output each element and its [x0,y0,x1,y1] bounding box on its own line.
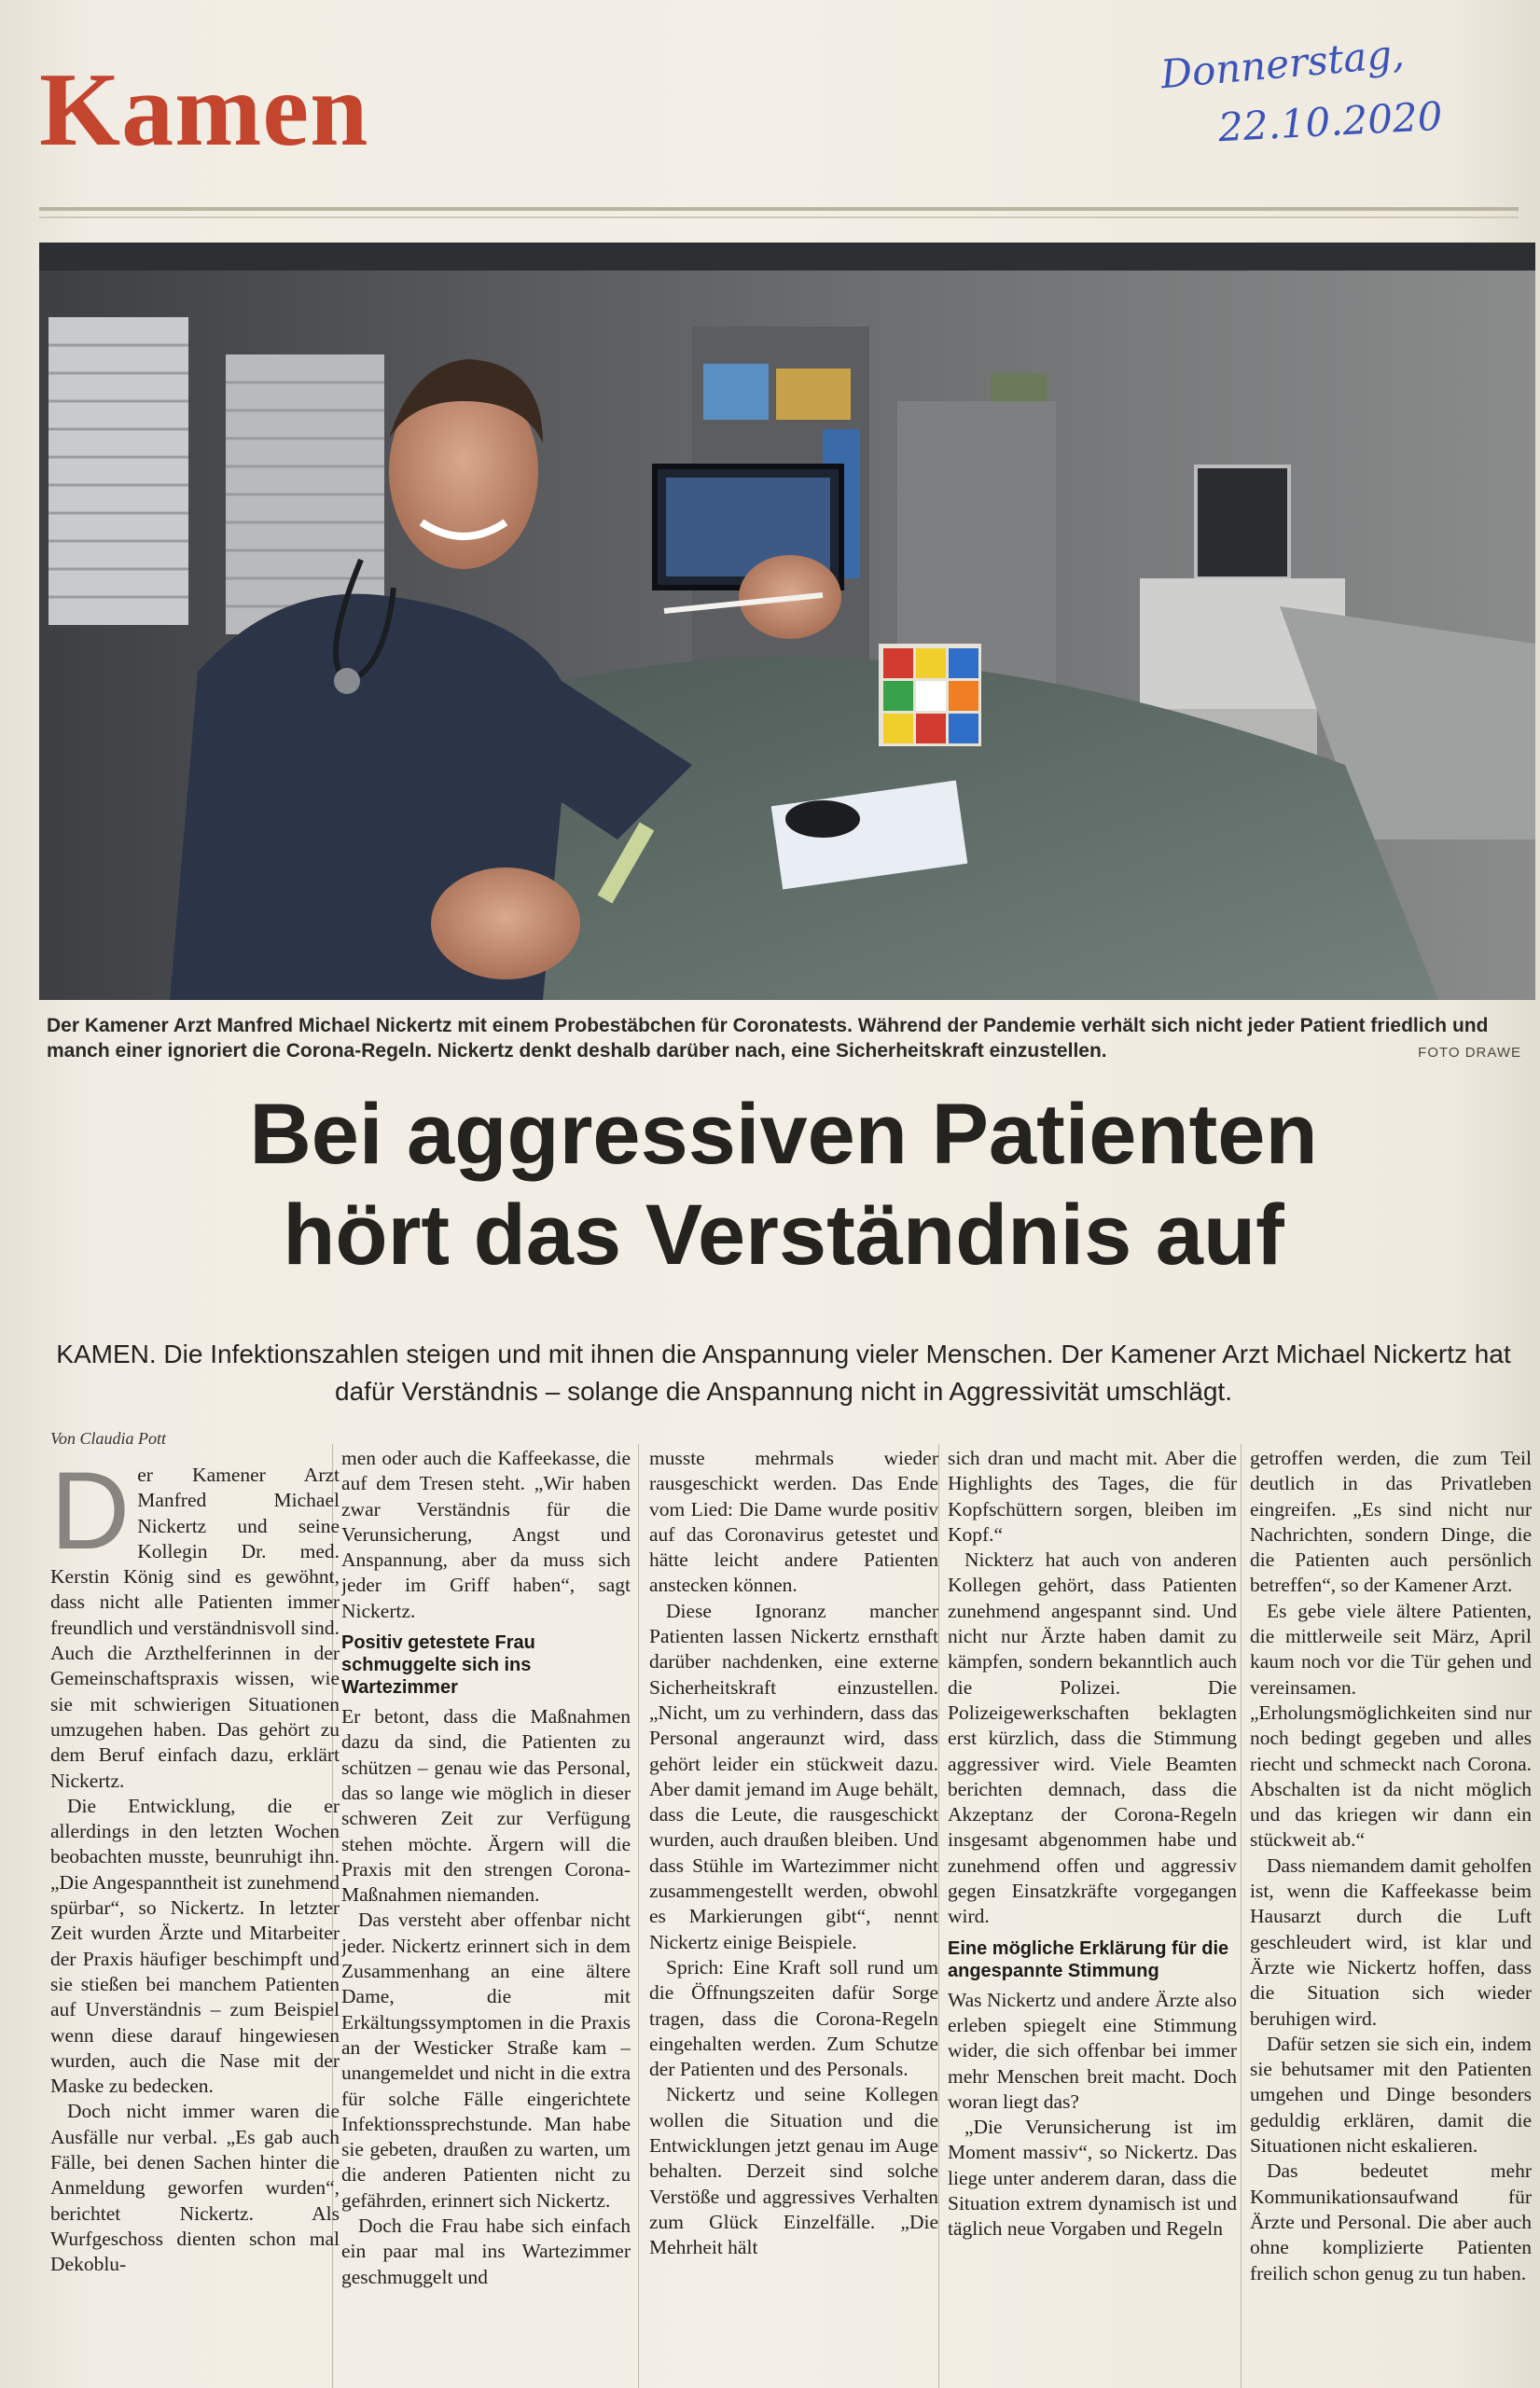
column-rule [938,1444,939,2388]
subheading: Positiv getestete Frau schmuggelte sich ins Wartezimmer [341,1632,535,1699]
headline-line-1: Bei aggressiven Patienten [249,1087,1318,1182]
header-rule-thin [39,216,1519,218]
article-column-2 [341,1446,631,2388]
paragraph: Doch nicht immer waren die Ausfälle nur verbal. „Es gab auch Fälle, bei denen Sachen hinter die Anmeldung geworfen wurden“, berichtet Nickertz. Als Wurfgeschoss dienten schon mal Dekoblu- [50,2100,340,2276]
paragraph: Es gebe viele ältere Patienten, die mittlerweile seit März, April kaum noch vor die Tür gehen und vereinsamen. „Erholungsmöglichkeiten sind nur noch bedingt gegeben und alles riecht und schmeckt nach Corona. Abschalten ist da nicht möglich und das kriegen wir dann ein stückweit ab.“ [1250,1599,1532,1852]
paragraph: Doch die Frau habe sich einfach ein paar mal ins Wartezimmer geschmuggelt und [341,2214,631,2288]
paragraph: Was Nickertz und andere Ärzte also erleben spiegelt eine Stimmung wider, die sich offenbar bei immer mehr Menschen breit macht. Doch woran liegt das? [948,1988,1237,2113]
paragraph: sich dran und macht mit. Aber die Highlights des Tages, die für Kopfschüttern sorgen, bleiben im Kopf.“ [948,1447,1237,1546]
paragraph: musste mehrmals wieder rausgeschickt werden. Das Ende vom Lied: Die Dame wurde positiv auf das Coronavirus getestet und hätte leicht andere Patienten anstecken können. [649,1447,938,1597]
headline [37,1084,1530,1285]
paragraph: getroffen werden, die zum Teil deutlich in das Privatleben eingreifen. „Es sind nicht nur Nachrichten, sondern Dinge, die die Patienten auch persönlich betreffen“, so der Kamener Arzt. [1250,1447,1532,1597]
photo-caption: Der Kamener Arzt Manfred Michael Nickertz mit einem Probestäbchen für Coronatests. Während der Pandemie verhält sich nicht jeder Patient friedlich und manch einer ignoriert die Corona-Regeln. Nickertz denkt deshalb darüber nach, eine Sicherheitskraft einzustellen. [47,1015,1489,1062]
handwritten-date: 22.10.2020 [1216,92,1444,151]
paragraph: Er betont, dass die Maßnahmen dazu da sind, die Patienten zu schützen – genau wie das Personal, das so lange wie möglich in dieser schweren Zeit zur Verfügung stehen möchte. Ärgern will die Praxis mit den strengen Corona-Maßnahmen niemanden. [341,1705,631,1907]
drop-cap: D [50,1463,131,1573]
column-rule [638,1444,639,2388]
photo-illustration [39,243,1535,1000]
paragraph: men oder auch die Kaffeekasse, die auf dem Tresen steht. „Wir haben zwar Verständnis für die Verunsicherung, Angst und Anspannung, aber da muss sich jeder im Griff haben“, sagt Nickertz. [341,1447,631,1622]
article-column-3 [649,1446,938,2388]
article-column-4 [948,1446,1237,2388]
paragraph: Das versteht aber offenbar nicht jeder. Nickertz erinnert sich in dem Zusammenhang an eine ältere Dame, die mit Erkältungssymptomen in die Praxis an der Westicker Straße kam – unangemeldet und nicht in die extra für solche Fälle eingerichtete Infektionssprechstunde. Man habe sie gebeten, draußen zu warten, um die anderen Patienten nicht zu gefährden, erinnert sich Nickertz. [341,1909,631,2212]
article-column-5 [1250,1446,1532,2388]
article-column-1 [50,1463,340,2388]
photo-credit: FOTO DRAWE [1418,1045,1521,1061]
paragraph: Nickertz und seine Kollegen wollen die Situation und die Entwicklungen jetzt genau im Auge behalten. Derzeit sind solche Verstöße und aggressives Verhalten zum Glück Einzelfälle. „Die Mehrheit hält [649,2083,938,2259]
column-rule [1241,1444,1242,2388]
paragraph: Sprich: Eine Kraft soll rund um die Öffnungszeiten dafür Sorge tragen, dass die Corona-Regeln eingehalten werden. Zum Schutze der Patienten und des Personals. [649,1955,938,2081]
byline: Von Claudia Pott [50,1429,167,1448]
paragraph: Das bedeutet mehr Kommunikationsaufwand für Ärzte und Personal. Die aber auch ohne komplizierte Patienten freilich schon genug zu tun haben. [1250,2159,1532,2284]
paragraph: Dafür setzen sie sich ein, indem sie behutsamer mit den Patienten umgehen und Dinge besonders geduldig erklären, damit die Situationen nicht eskalieren. [1250,2032,1532,2158]
lead-paragraph: KAMEN. Die Infektionszahlen steigen und mit ihnen die Anspannung vieler Menschen. Der Kamener Arzt Michael Nickertz hat dafür Verständnis – solange die Anspannung nicht in Aggressivität umschlägt. [56,1340,1511,1406]
headline-line-2: hört das Verständnis auf [283,1187,1284,1283]
paragraph: „Die Verunsicherung ist im Moment massiv“, so Nickertz. Das liege unter anderem daran, dass die Situation extrem dynamisch ist und täglich neue Vorgaben und Regeln [948,2116,1237,2241]
paragraph: Nickterz hat auch von anderen Kollegen gehört, dass Patienten zunehmend angespannt sind. Und nicht nur Ärzte haben damit zu kämpfen, sondern bekanntlich auch die Polizei. Die Polizeigewerkschaften beklagten erst kürzlich, dass die Stimmung aggressiver wird. Viele Beamten berichten demnach, dass die Akzeptanz der Corona-Regeln insgesamt abgenommen habe und zunehmend offen und aggressiv gegen Einsatzkräfte vorgegangen wird. [948,1548,1237,1928]
handwritten-day: Donnerstag, [1158,30,1407,98]
paragraph: Diese Ignoranz mancher Patienten lassen Nickertz ernsthaft darüber nachdenken, eine externe Sicherheitskraft einzustellen. „Nicht, um zu verhindern, dass das Personal angeraunzt wird, dass gehört leider ein stückweit dazu. Aber damit jemand im Auge behält, dass die Leute, die rausgeschickt wurden, auch draußen bleiben. Und dass Stühle im Wartezimmer nicht zusammengestellt werden, obwohl es Markierungen gibt“, nennt Nickertz einige Beispiele. [649,1599,938,1953]
header-rule [39,207,1519,211]
article-photo [39,243,1535,1000]
paragraph-text: er Kamener Arzt Manfred Michael Nickertz und seine Kollegin Dr. med. Kerstin König sind es gewöhnt, dass nicht alle Patienten immer freundlich und verständnisvoll sind. Auch die Arzthelferinnen in der Gemeinschaftspraxis wissen, wie sie mit schwierigen Situationen umzugehen haben. Das gehört zu dem Beruf einfach dazu, erklärt Nickertz. [50,1464,340,1792]
paragraph [50,1463,340,1794]
paragraph: Die Entwicklung, die er allerdings in den letzten Wochen beobachten musste, beunruhigt ihn. „Die Angespanntheit ist zunehmend spürbar“, so Nickertz. In letzter Zeit wurden Ärzte und Mitarbeiter der Praxis häufiger beschimpft und sie stießen bei manchem Patienten auf Unverständnis – zum Beispiel wenn diese darauf hingewiesen wurden, auch die Nase mit der Maske zu bedecken. [50,1794,340,2098]
rubiks-cube [879,644,981,746]
plant [991,373,1047,401]
paragraph: Dass niemandem damit geholfen ist, wenn die Kaffeekasse beim Hausarzt durch die Luft geschleudert wird, ist klar und Ärzte wie Nickertz hoffen, dass die Situation sich wieder beruhigen wird. [1250,1853,1532,2030]
section-title: Kamen [39,52,369,168]
subheading: Eine mögliche Erklärung für die angespannte Stimmung [948,1937,1229,1981]
computer-mouse [785,800,860,838]
